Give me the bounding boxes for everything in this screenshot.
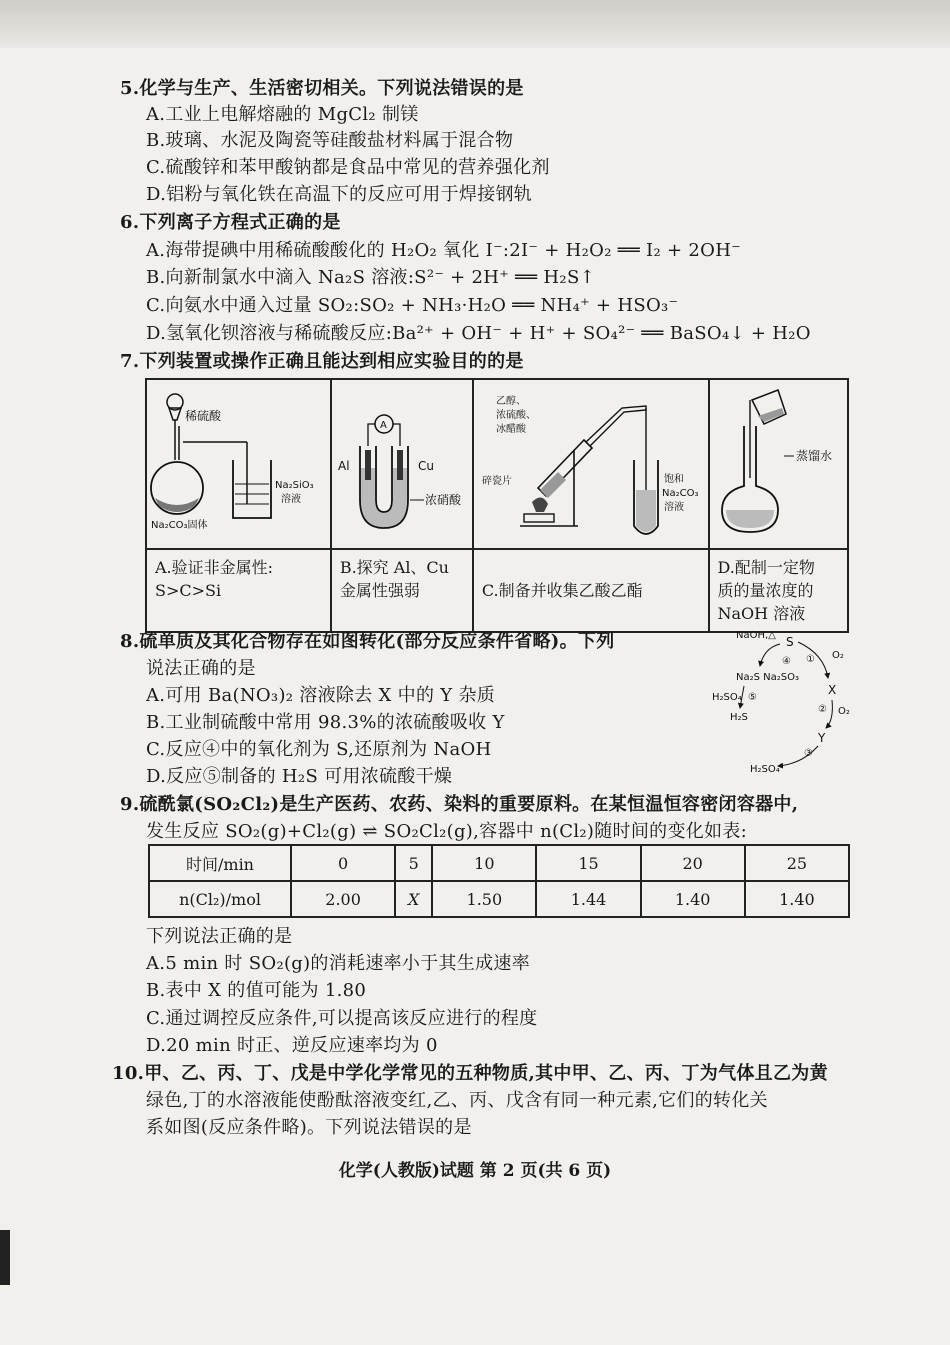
- table-cell: 20: [641, 845, 745, 881]
- q10-line2: 绿色,丁的水溶液能使酚酞溶液变红,乙、丙、戊含有同一种元素,它们的转化关: [146, 1090, 768, 1111]
- table-cell: 1.44: [536, 881, 640, 917]
- q9-lead: 下列说法正确的是: [146, 926, 293, 947]
- q8-stem-line2: 说法正确的是: [146, 658, 256, 679]
- label-dilute-sulfuric-acid: 稀硫酸: [185, 409, 222, 423]
- caption-b-line1: B.探究 Al、Cu: [339, 558, 449, 577]
- table-cell: X: [395, 881, 432, 917]
- q8-option-b: B.工业制硫酸中常用 98.3%的浓硫酸吸收 Y: [146, 712, 505, 733]
- label-na2co3-solid: Na₂CO₃固体: [151, 520, 208, 531]
- q5-option-a: A.工业上电解熔融的 MgCl₂ 制镁: [146, 104, 419, 125]
- sulfur-conversion-diagram: [694, 624, 854, 776]
- q6-stem: 6.下列离子方程式正确的是: [120, 212, 341, 233]
- caption-a-line2: S>C>Si: [155, 581, 222, 600]
- label-glacial-acetic: 冰醋酸: [495, 424, 526, 435]
- table-header-time: 时间/min: [149, 845, 291, 881]
- diagram-reaction-4: ④: [782, 656, 791, 667]
- label-distilled-water: 蒸馏水: [795, 449, 832, 463]
- caption-c-line1: C.制备并收集乙酸乙酯: [481, 581, 643, 600]
- q5-option-c: C.硫酸锌和苯甲酸钠都是食品中常见的营养强化剂: [146, 157, 550, 178]
- table-cell: 10: [432, 845, 536, 881]
- q9-option-d: D.20 min 时正、逆反应速率均为 0: [146, 1035, 438, 1056]
- diagram-s: S: [786, 635, 794, 649]
- q8-option-d: D.反应⑤制备的 H₂S 可用浓硫酸干燥: [146, 766, 453, 787]
- q7-stem: 7.下列装置或操作正确且能达到相应实验目的的是: [120, 351, 524, 372]
- caption-d-line1: D.配制一定物: [717, 558, 815, 577]
- q7-cell-a: [146, 379, 331, 549]
- diagram-o2-b: O₂: [838, 706, 850, 717]
- apparatus-a-diagram: [147, 380, 332, 548]
- q6-option-d: D.氢氧化钡溶液与稀硫酸反应:Ba²⁺ + OH⁻ + H⁺ + SO₄²⁻ ══ BaSO₄↓ + H₂O: [146, 323, 811, 344]
- q9-option-b: B.表中 X 的值可能为 1.80: [146, 980, 367, 1001]
- q10-line1: 10.甲、乙、丙、丁、戊是中学化学常见的五种物质,其中甲、乙、丙、丁为气体且乙为黄: [112, 1063, 828, 1084]
- apparatus-d-diagram: [710, 380, 849, 548]
- table-cell: 5: [395, 845, 432, 881]
- page-footer: 化学(人教版)试题 第 2 页(共 6 页): [338, 1161, 612, 1181]
- diagram-reaction-5: ⑤: [748, 692, 757, 703]
- q9-option-a: A.5 min 时 SO₂(g)的消耗速率小于其生成速率: [146, 953, 531, 974]
- diagram-reaction-3: ③: [804, 748, 813, 759]
- diagram-h2so4-b: H₂SO₄: [750, 764, 780, 775]
- q7-cell-c: [473, 379, 709, 549]
- table-header-ncl2: n(Cl₂)/mol: [149, 881, 291, 917]
- caption-d-line3: NaOH 溶液: [717, 604, 806, 623]
- diagram-h2so4-a: H₂SO₄: [712, 692, 742, 703]
- q8-stem-line1: 8.硫单质及其化合物存在如图转化(部分反应条件省略)。下列: [120, 631, 615, 652]
- table-row: [149, 881, 849, 917]
- q6-option-a: A.海带提碘中用稀硫酸酸化的 H₂O₂ 氧化 I⁻:2I⁻ + H₂O₂ ══ I₂ + 2OH⁻: [146, 240, 741, 261]
- label-conc-sulfuric: 浓硫酸、: [495, 410, 536, 421]
- label-na2sio3: Na₂SiO₃: [275, 480, 314, 491]
- label-porcelain-chips: 碎瓷片: [481, 476, 512, 487]
- label-cu: Cu: [417, 459, 434, 473]
- table-cell: 25: [745, 845, 849, 881]
- diagram-y: Y: [818, 731, 826, 745]
- q7-caption-d: [709, 549, 849, 632]
- q5-option-b: B.玻璃、水泥及陶瓷等硅酸盐材料属于混合物: [146, 130, 514, 151]
- q8-option-c: C.反应④中的氧化剂为 S,还原剂为 NaOH: [146, 739, 492, 760]
- q7-caption-a: [146, 549, 331, 632]
- table-cell: 15: [536, 845, 640, 881]
- table-cell: 1.40: [641, 881, 745, 917]
- label-al: Al: [337, 459, 350, 473]
- label-solution-c: 溶液: [663, 502, 684, 513]
- diagram-na2s-na2so3: Na₂S Na₂SO₃: [736, 672, 799, 683]
- q9-stem-line1: 9.硫酰氯(SO₂Cl₂)是生产医药、农药、染料的重要原料。在某恒温恒容密闭容器中,: [120, 794, 799, 815]
- diagram-naoh-heat: NaOH,△: [736, 630, 776, 641]
- q5-stem: 5.化学与生产、生活密切相关。下列说法错误的是: [120, 78, 524, 99]
- q9-data-table: [148, 844, 850, 918]
- table-cell: 1.40: [745, 881, 849, 917]
- q7-apparatus-table: [145, 378, 849, 633]
- q7-cell-d: [709, 379, 849, 549]
- q7-caption-c: [473, 549, 709, 632]
- q10-line3: 系如图(反应条件略)。下列说法错误的是: [146, 1117, 472, 1138]
- apparatus-c-diagram: [474, 380, 712, 548]
- caption-d-line2: 质的量浓度的: [717, 581, 814, 600]
- caption-b-line2: 金属性强弱: [339, 581, 420, 600]
- q5-option-d: D.铝粉与氧化铁在高温下的反应可用于焊接钢轨: [146, 184, 533, 205]
- label-saturated: 饱和: [663, 474, 684, 485]
- label-c-na2co3: Na₂CO₃: [661, 488, 699, 499]
- q9-stem-line2: 发生反应 SO₂(g)+Cl₂(g) ⇌ SO₂Cl₂(g),容器中 n(Cl₂)随时间的变化如表:: [146, 821, 748, 842]
- q6-option-c: C.向氨水中通入过量 SO₂:SO₂ + NH₃·H₂O ══ NH₄⁺ + HSO₃⁻: [146, 295, 679, 316]
- label-solution-a: 溶液: [281, 494, 301, 505]
- q8-option-a: A.可用 Ba(NO₃)₂ 溶液除去 X 中的 Y 杂质: [146, 685, 496, 706]
- diagram-h2s: H₂S: [730, 712, 748, 723]
- label-ammeter: A: [379, 420, 387, 431]
- table-cell: 2.00: [291, 881, 395, 917]
- q9-option-c: C.通过调控反应条件,可以提高该反应进行的程度: [146, 1008, 538, 1029]
- diagram-x: X: [828, 683, 837, 697]
- diagram-reaction-1: ①: [806, 654, 815, 665]
- label-conc-nitric-acid: 浓硝酸: [424, 493, 461, 507]
- q7-caption-b: [331, 549, 473, 632]
- caption-a-line1: A.验证非金属性:: [155, 558, 274, 577]
- table-row: [149, 845, 849, 881]
- diagram-reaction-2: ②: [818, 704, 827, 715]
- table-cell: 1.50: [432, 881, 536, 917]
- q6-option-b: B.向新制氯水中滴入 Na₂S 溶液:S²⁻ + 2H⁺ ══ H₂S↑: [146, 267, 595, 288]
- diagram-o2-a: O₂: [832, 650, 844, 661]
- label-ethanol: 乙醇、: [495, 396, 526, 407]
- table-cell: 0: [291, 845, 395, 881]
- apparatus-b-diagram: [332, 380, 474, 548]
- q7-cell-b: [331, 379, 473, 549]
